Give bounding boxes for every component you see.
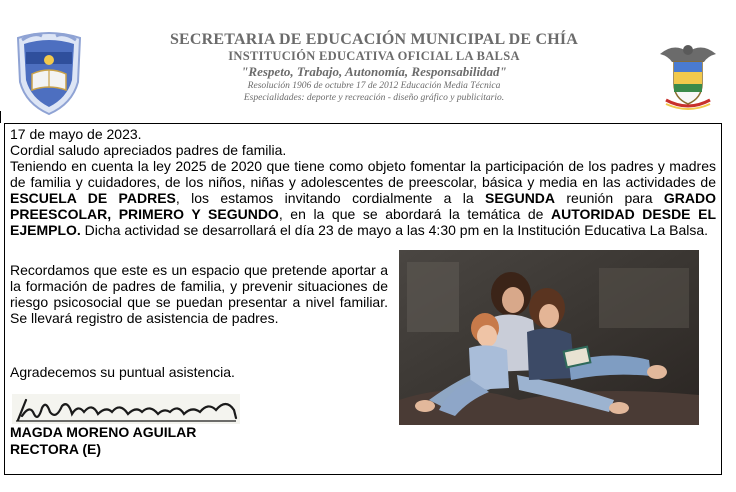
signer-name: MAGDA MORENO AGUILAR — [10, 424, 197, 440]
p1-bold-segunda: SEGUNDA — [485, 190, 556, 206]
frame-edge — [0, 111, 1, 123]
p1-text-c: , los estamos invitando cordialmente a la — [175, 190, 486, 206]
header-specialties: Especialidades: deporte y recreación - diseño gráfico y publicitario. — [243, 93, 505, 103]
letter-paragraph-main — [10, 158, 716, 238]
letter-greeting: Cordial saludo apreciados padres de familia. — [10, 142, 287, 158]
p1-bold-tema: AUTORIDAD DESDE EL EJEMPLO. — [10, 206, 716, 238]
p1-text-a: Teniendo en cuenta la ley 2025 de 2020 que tiene como objeto fomentar la participación de los padres y madres de familia y cuidadores, de los niños, niñas y adolescentes de preescolar, básica y media en las actividades de — [10, 158, 716, 190]
signature-block — [10, 424, 196, 458]
family-reading-photo — [399, 250, 699, 425]
letter-date: 17 de mayo de 2023. — [10, 126, 142, 142]
p1-text-i: Dicha actividad se desarrollará el día 23 de mayo a las 4:30 pm en la Institución Educativa La Balsa. — [80, 222, 709, 238]
header-resolution: Resolución 1906 de octubre 17 de 2012 Educación Media Técnica — [247, 81, 501, 91]
p1-text-e: reunión para — [555, 190, 664, 206]
header-title: SECRETARIA DE EDUCACIÓN MUNICIPAL DE CHÍA — [169, 31, 579, 48]
letterhead — [0, 0, 736, 118]
letterhead-text — [110, 31, 638, 104]
school-shield-logo — [12, 30, 86, 116]
letter-body — [10, 126, 716, 238]
signer-role: RECTORA (E) — [10, 441, 101, 457]
header-institution: INSTITUCIÓN EDUCATIVA OFICIAL LA BALSA — [228, 49, 520, 63]
handwritten-signature — [12, 394, 240, 424]
p1-bold-escuela: ESCUELA DE PADRES — [10, 190, 176, 206]
letter-paragraph-purpose: Recordamos que este es un espacio que pretende aportar a la formación de padres de familia, y prevenir situaciones de riesgo psicosocial que se puedan presentar a nivel familiar. Se llevará registro de asistencia de padres. — [10, 262, 388, 326]
header-motto: "Respeto, Trabajo, Autonomía, Responsabilidad" — [241, 64, 507, 79]
p1-text-g: , en la que se abordará la temática de — [278, 206, 551, 222]
letter-thanks: Agradecemos su puntual asistencia. — [10, 364, 235, 380]
p1-bold-grados: GRADO PREESCOLAR, PRIMERO Y SEGUNDO — [10, 190, 716, 222]
coat-of-arms-logo — [656, 40, 720, 112]
